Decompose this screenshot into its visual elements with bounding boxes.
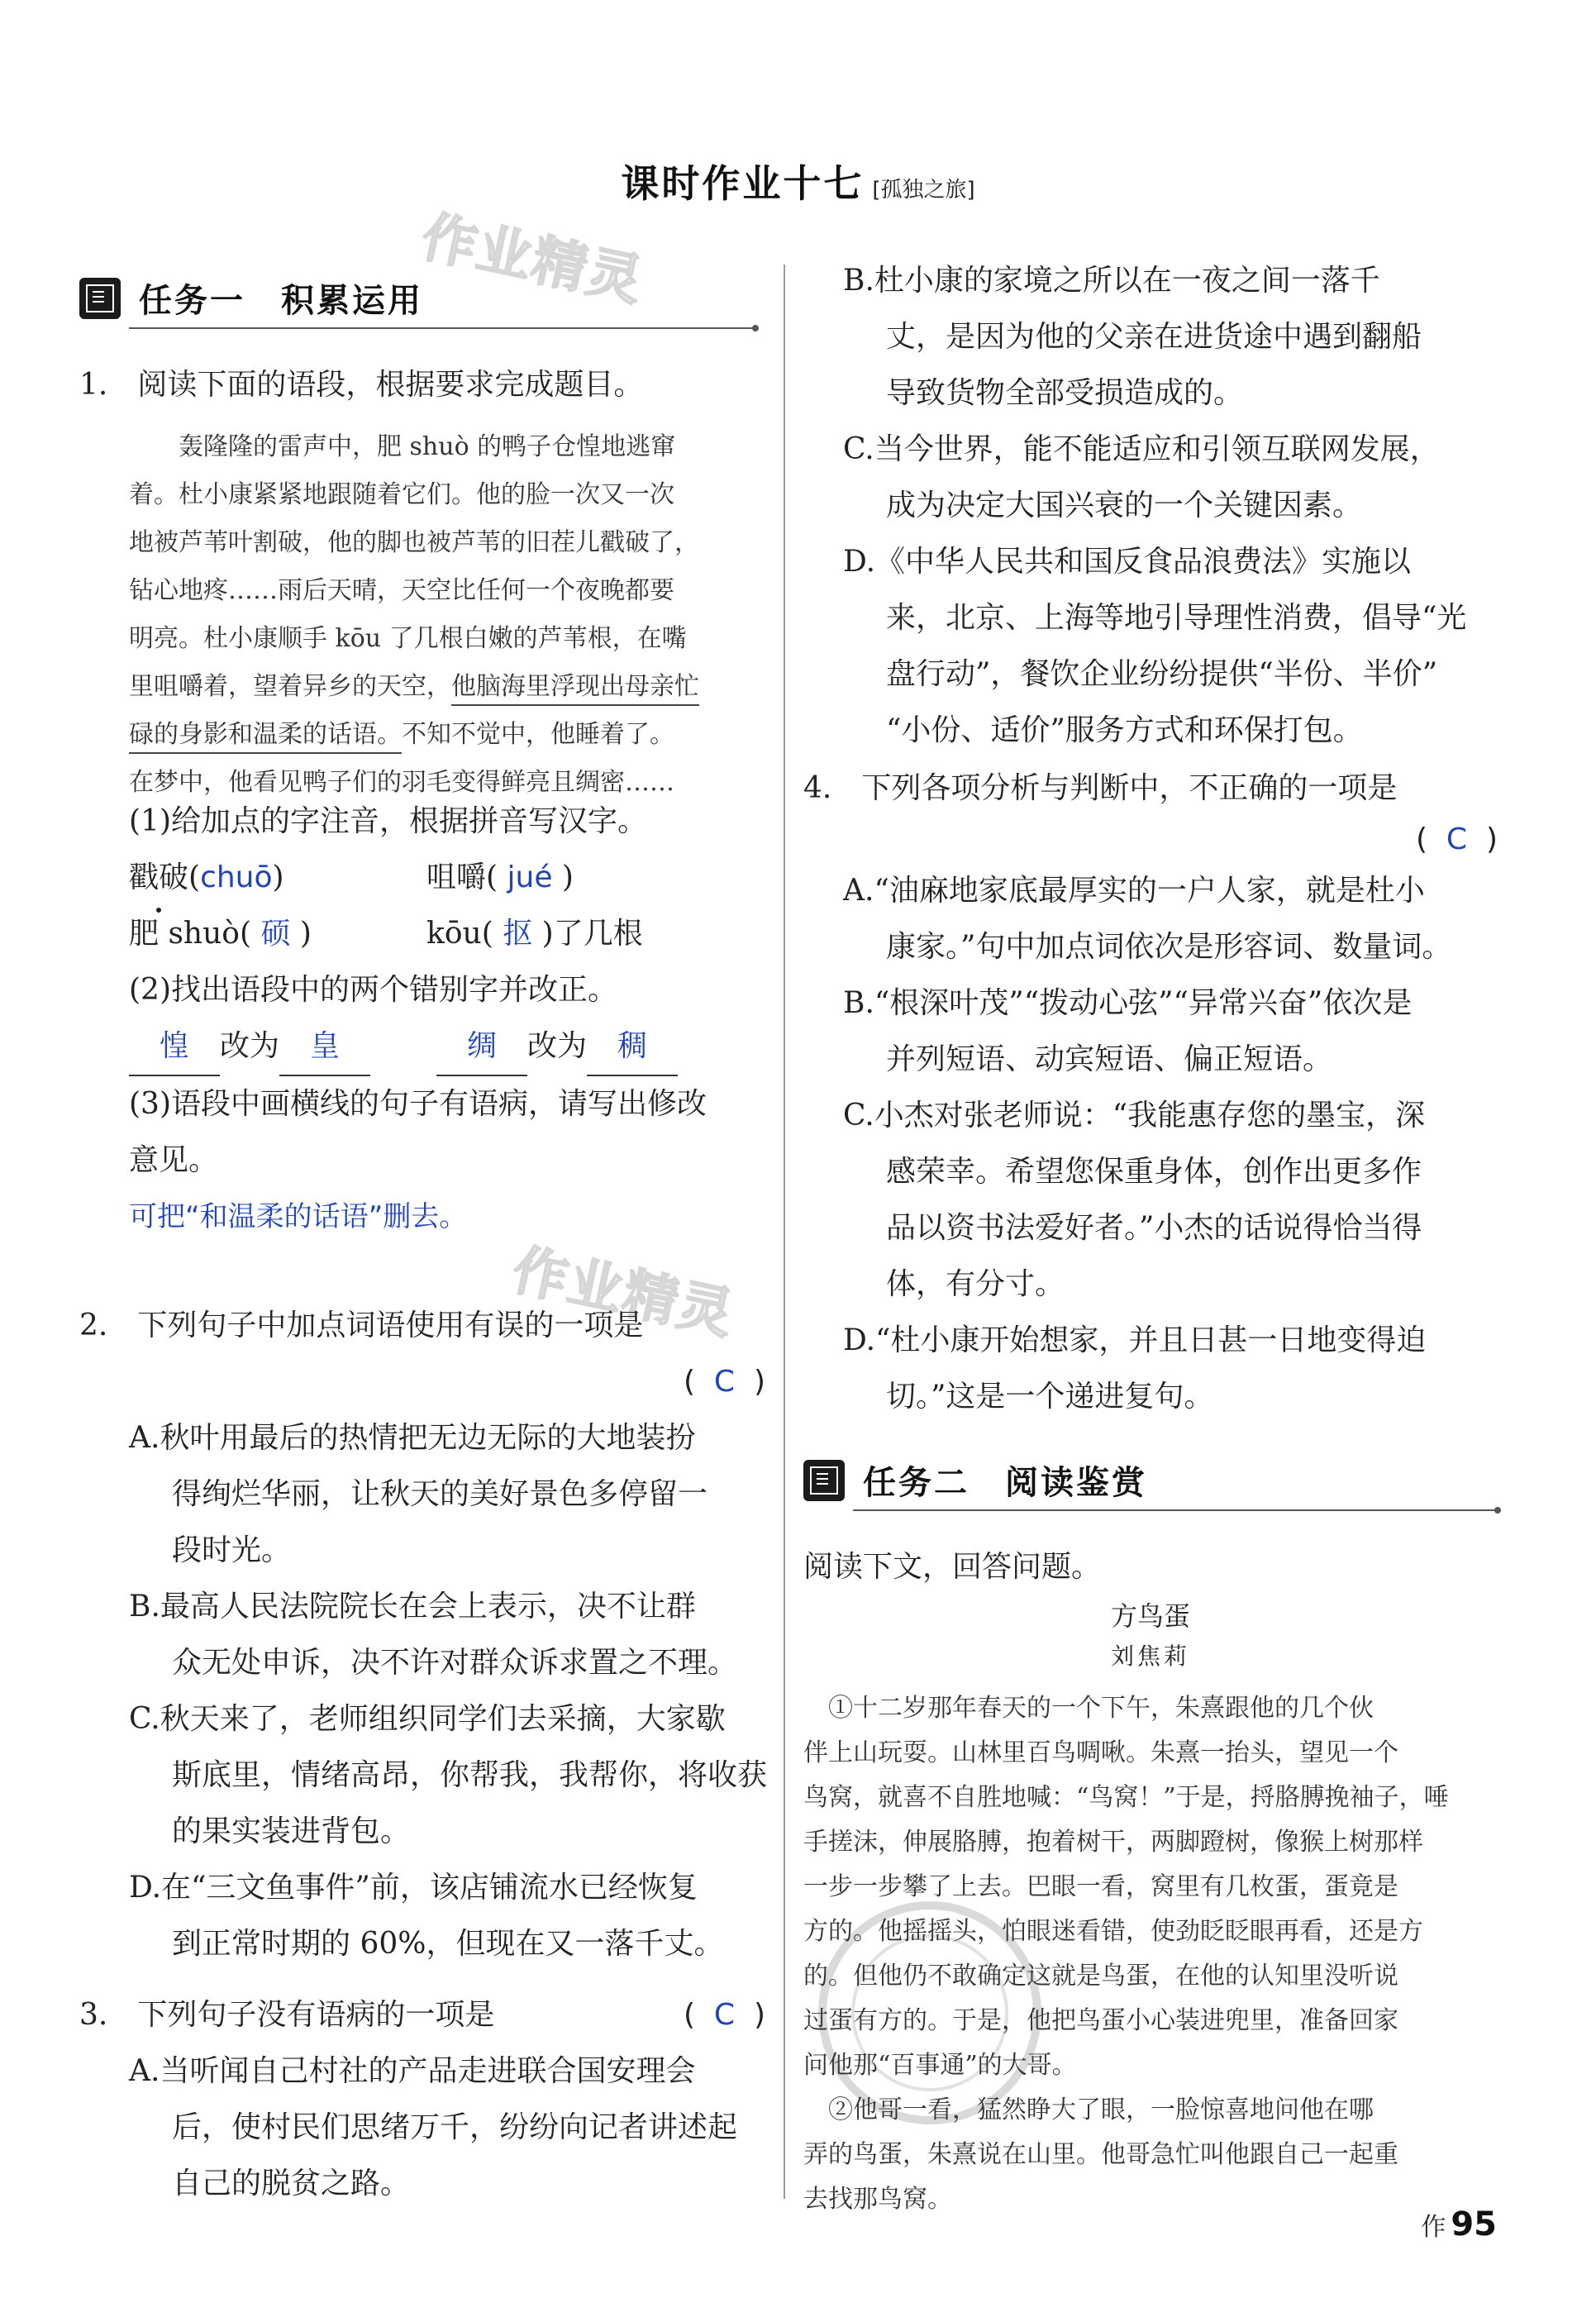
- passage-line: 钻心地疼……雨后天晴，天空比任何一个夜晚都要: [129, 576, 674, 605]
- question-4: [803, 760, 1498, 1425]
- option-line: 盘行动”，餐饮企业纷纷提供“半份、半价”: [886, 657, 1438, 691]
- page-number: [1421, 2205, 1497, 2243]
- article-line: 问他那“百事通”的大哥。: [803, 2051, 1077, 2080]
- section-label: 任务二 阅读鉴赏: [863, 1464, 1147, 1502]
- answer-choice: C: [713, 1365, 736, 1399]
- option-line: 丈，是因为他的父亲在进货途中遇到翻船: [886, 320, 1422, 354]
- answer-paren: ( C ): [1415, 822, 1498, 856]
- answer-text: 硕: [260, 917, 291, 951]
- answer-blank: 皇: [279, 1018, 370, 1076]
- section-header-task1: [79, 273, 755, 331]
- article-line: 弄的鸟蛋，朱熹说在山里。他哥急忙叫他跟自己一起重: [803, 2140, 1398, 2169]
- option-line: 并列短语、动宾短语、偏正短语。: [886, 1042, 1333, 1076]
- option-line: 众无处申诉，决不许对群众诉求置之不理。: [172, 1646, 738, 1680]
- passage-line: 在梦中，他看见鸭子们的羽毛变得鲜亮且绸密……: [129, 768, 674, 797]
- option-line: C.小杰对张老师说：“我能惠存您的墨宝，深: [843, 1099, 1426, 1132]
- q4-options: [803, 863, 1498, 1425]
- pinyin-row-2: 肥 shuò( 硕 ) kōu( 抠 )了几根: [129, 917, 643, 951]
- underlined-sentence: 他脑海里浮现出母亲忙: [451, 672, 699, 706]
- lesson-subtitle: [孤独之旅]: [872, 178, 975, 203]
- article-line: 手搓沫，伸展胳膊，抱着树干，两脚蹬树，像猴上树那样: [803, 1828, 1423, 1857]
- option-line: 后，使村民们思绪万千，纷纷向记者讲述起: [172, 2110, 738, 2144]
- lesson-title: 课时作业十七: [621, 161, 865, 206]
- option-line: D.“杜小康开始想家，并且日甚一日地变得迫: [843, 1323, 1427, 1357]
- passage-line: 着。杜小康紧紧地跟随着它们。他的脸一次又一次: [129, 480, 674, 509]
- article-line: 的。但他仍不敢确定这就是鸟蛋，在他的认知里没听说: [803, 1962, 1398, 1991]
- article-line: 鸟窝，就喜不自胜地喊：“鸟窝！”于是，捋胳膊挽袖子，唾: [803, 1783, 1449, 1812]
- typo-answers: 惶 改为 皇 绸 改为 稠: [129, 1018, 774, 1076]
- sub-question-3: (3)语段中画横线的句子有语病，请写出修改: [129, 1087, 707, 1121]
- question-stem: 3. 下列句子没有语病的一项是 ( C ): [79, 1998, 765, 2032]
- q2-options: [79, 1410, 768, 1972]
- column-divider: [784, 265, 785, 2199]
- option-line: 品以资书法爱好者。”小杰的话说得恰当得: [886, 1211, 1422, 1245]
- question-1: [79, 357, 765, 413]
- option-line: D.在“三文鱼事件”前，该店铺流水已经恢复: [129, 1871, 698, 1905]
- q1-subquestions: [129, 794, 774, 1245]
- sub-question-3-cont: 意见。: [129, 1143, 219, 1177]
- option-line: 康家。”句中加点词依次是形容词、数量词。: [886, 930, 1452, 964]
- passage-line: 轰隆隆的雷声中，肥 shuò 的鸭子仓惶地逃窜: [179, 432, 676, 461]
- option-line: B.杜小康的家境之所以在一夜之间一落千: [843, 264, 1380, 298]
- option-line: 自己的脱贫之路。: [172, 2167, 411, 2200]
- option-line: A.当听闻自己村社的产品走进联合国安理会: [129, 2054, 696, 2088]
- passage-line: 碌的身影和温柔的话语。不知不觉中，他睡着了。: [129, 711, 765, 759]
- option-line: C.当今世界，能不能适应和引领互联网发展，: [843, 432, 1440, 466]
- option-line: B.最高人民法院院长在会上表示，决不让群: [129, 1590, 696, 1623]
- q3-options-right: [843, 253, 1504, 759]
- sub-question-1: (1)给加点的字注音，根据拼音写汉字。: [129, 804, 647, 838]
- option-line: 到正常时期的 60%，但现在又一落千丈。: [172, 1927, 724, 1961]
- option-line: C.秋天来了，老师组织同学们去采摘，大家歇: [129, 1702, 726, 1736]
- article-body: [803, 1686, 1498, 2222]
- option-line: 得绚烂华丽，让秋天的美好景色多停留一: [172, 1477, 708, 1511]
- option-line: 成为决定大国兴衰的一个关键因素。: [886, 489, 1363, 522]
- answer-text: 抠: [503, 917, 533, 951]
- answer-text: jué: [507, 861, 553, 894]
- option-line: 切。”这是一个递进复句。: [886, 1380, 1214, 1414]
- option-line: 导致货物全部受损造成的。: [886, 376, 1244, 410]
- passage-line: 里咀嚼着，望着异乡的天空，他脑海里浮现出母亲忙: [129, 663, 765, 711]
- watermark: 作业精灵: [416, 204, 650, 314]
- article-line: 一步一步攀了上去。巴眼一看，窝里有几枚蛋，蛋竟是: [803, 1872, 1398, 1901]
- section-badge-icon: [79, 278, 121, 319]
- option-line: A.“油麻地家底最厚实的一户人家，就是杜小: [843, 874, 1425, 908]
- answer-blank: 绸: [436, 1018, 527, 1076]
- q3-options-left: [79, 2043, 765, 2212]
- article-line: 去找那鸟窝。: [803, 2185, 952, 2214]
- passage-line: 地被芦苇叶割破，他的脚也被芦苇的旧茬儿戳破了，: [129, 528, 699, 557]
- section-badge-icon: [803, 1460, 845, 1501]
- article-line: 方的。他摇摇头，怕眼迷看错，使劲眨眨眼再看，还是方: [803, 1917, 1423, 1946]
- option-line: D.《中华人民共和国反食品浪费法》实施以: [843, 545, 1412, 579]
- question-3: [79, 1987, 765, 2212]
- option-line: 感荣幸。希望您保重身体，创作出更多作: [886, 1155, 1422, 1189]
- underlined-sentence: 碌的身影和温柔的话语。: [129, 720, 402, 754]
- option-line: 的果实装进背包。: [172, 1814, 411, 1848]
- section-label: 任务一 积累运用: [139, 282, 423, 320]
- passage-line: 明亮。杜小康顺手 kōu 了几根白嫩的芦苇根，在嘴: [129, 624, 687, 653]
- answer-text: chuō: [200, 861, 273, 894]
- option-line: A.秋叶用最后的热情把无边无际的大地装扮: [129, 1421, 696, 1455]
- reading-intro: 阅读下文，回答问题。: [803, 1550, 1102, 1584]
- question-stem: 2. 下列句子中加点词语使用有误的一项是: [79, 1309, 644, 1342]
- question-stem: 1. 阅读下面的语段，根据要求完成题目。: [79, 368, 644, 402]
- option-line: B.“根深叶茂”“拨动心弦”“异常兴奋”依次是: [843, 986, 1413, 1020]
- question-stem: 4. 下列各项分析与判断中，不正确的一项是: [803, 771, 1398, 805]
- question-2: [79, 1298, 768, 1972]
- answer-paren: ( C ): [683, 1365, 765, 1399]
- q1-passage: [129, 423, 765, 807]
- section-header-task2: [803, 1455, 1498, 1513]
- answer-choice: C: [1446, 822, 1468, 856]
- option-line: “小份、适价”服务方式和环保打包。: [886, 713, 1363, 747]
- article-line: ①十二岁那年春天的一个下午，朱熹跟他的几个伙: [828, 1694, 1374, 1723]
- answer-choice: C: [713, 1998, 736, 2032]
- page-prefix: 作: [1421, 2213, 1446, 2242]
- option-line: 来，北京、上海等地引导理性消费，倡导“光: [886, 601, 1467, 635]
- option-line: 斯底里，情绪高昂，你帮我，我帮你，将收获: [172, 1758, 768, 1792]
- page-number-value: 95: [1451, 2205, 1497, 2243]
- answer-blank: 稠: [587, 1018, 678, 1076]
- answer-blank: 惶: [129, 1018, 220, 1076]
- answer-text: 可把“和温柔的话语”删去。: [129, 1200, 468, 1233]
- page-title: [0, 154, 1596, 208]
- watermark: 作业精灵: [507, 1237, 741, 1347]
- option-line: 体，有分寸。: [886, 1267, 1065, 1301]
- option-line: 段时光。: [172, 1533, 292, 1567]
- sub-question-2: (2)找出语段中的两个错别字并改正。: [129, 973, 617, 1007]
- article-line: 过蛋有方的。于是，他把鸟蛋小心装进兜里，准备回家: [803, 2006, 1398, 2035]
- article-line: ②他哥一看，猛然睁大了眼，一脸惊喜地问他在哪: [828, 2096, 1374, 2124]
- article-line: 伴上山玩耍。山林里百鸟啁啾。朱熹一抬头，望见一个: [803, 1738, 1398, 1767]
- article-title: 方鸟蛋: [1110, 1600, 1190, 1632]
- article-author: 刘焦莉: [1110, 1643, 1190, 1670]
- pinyin-row-1: 戳破(chuō) 咀嚼( jué ): [129, 850, 774, 906]
